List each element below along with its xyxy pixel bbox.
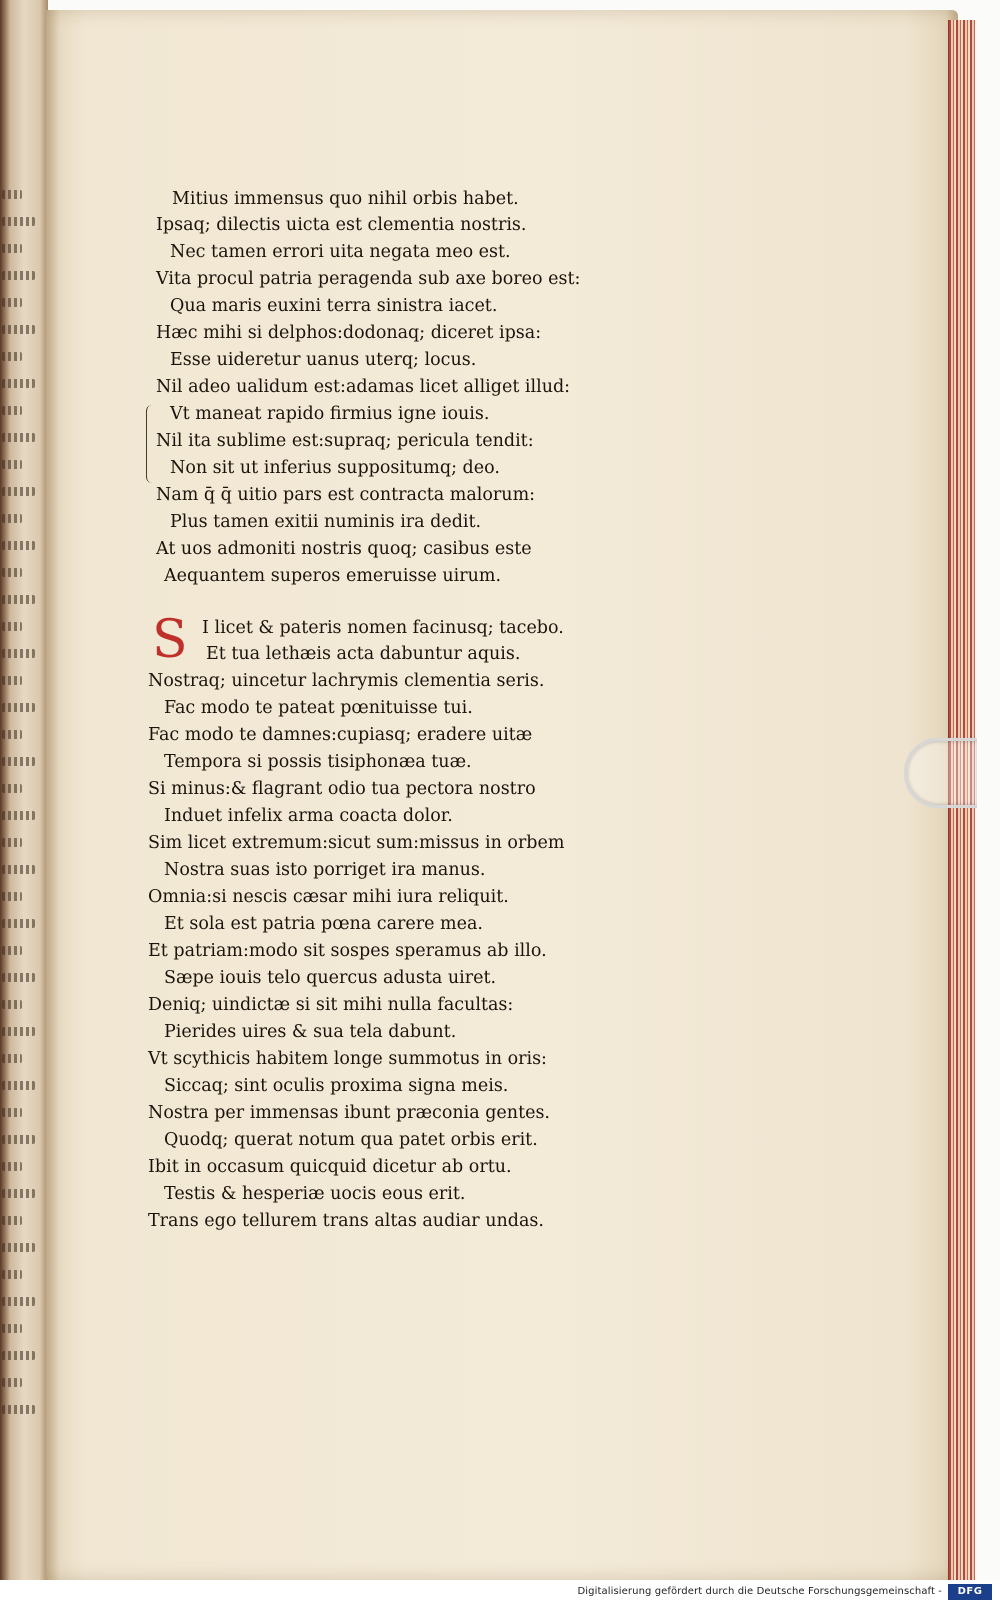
verse-line: Vita procul patria peragenda sub axe boreo est: — [156, 269, 581, 289]
verse-line: Fac modo te pateat pœnituisse tui. — [164, 698, 473, 718]
verse-line: Mitius immensus quo nihil orbis habet. — [172, 189, 519, 209]
verse-line: Plus tamen exitii numinis ira dedit. — [170, 512, 482, 532]
verse-line: Nostraq; uincetur lachrymis clementia seris. — [148, 671, 545, 691]
verse-line: Trans ego tellurem trans altas audiar undas. — [148, 1211, 544, 1231]
verse-line: Tempora si possis tisiphonæa tuæ. — [164, 752, 472, 772]
verse-line: Esse uideretur uanus uterq; locus. — [170, 350, 477, 370]
verse-line: Quodq; querat notum qua patet orbis erit. — [164, 1130, 538, 1150]
verse-line: Ipsaq; dilectis uicta est clementia nostris. — [156, 215, 527, 235]
verse-line: Pierides uires & sua tela dabunt. — [164, 1022, 457, 1042]
digitization-credit: Digitalisierung gefördert durch die Deutsche Forschungsgemeinschaft - — [577, 1586, 942, 1597]
verse-line: Hæc mihi si delphos:dodonaq; diceret ipsa: — [156, 323, 542, 343]
verse-line: Sim licet extremum:sicut sum:missus in orbem — [148, 833, 565, 853]
rubricated-initial: S — [152, 610, 188, 670]
verse-line: Qua maris euxini terra sinistra iacet. — [170, 296, 498, 316]
verse-line: Deniq; uindictæ si sit mihi nulla facultas: — [148, 995, 514, 1015]
verse-line: Fac modo te damnes:cupiasq; eradere uitæ — [148, 725, 533, 745]
verse-line: Nec tamen errori uita negata meo est. — [170, 242, 511, 262]
verse-line: Ibit in occasum quicquid dicetur ab ortu. — [148, 1157, 512, 1177]
verse-line: Testis & hesperiæ uocis eous erit. — [164, 1184, 466, 1204]
verse-line: At uos admoniti nostris quoq; casibus este — [156, 539, 532, 559]
verse-line: Et sola est patria pœna carere mea. — [164, 914, 483, 934]
verse-line: Induet infelix arma coacta dolor. — [164, 806, 453, 826]
verse-line: Et patriam:modo sit sospes speramus ab illo. — [148, 941, 547, 961]
verse-line: Siccaq; sint oculis proxima signa meis. — [164, 1076, 509, 1096]
verse-line: Nil ita sublime est:supraq; pericula tendit: — [156, 431, 534, 451]
verse-line: Vt maneat rapido firmius igne iouis. — [170, 404, 490, 424]
dfg-logo: DFG — [948, 1584, 992, 1600]
verse-line: Nostra suas isto porriget ira manus. — [164, 860, 486, 880]
verse-line: Non sit ut inferius suppositumq; deo. — [170, 458, 500, 478]
verse-line: Nam q̄ q̄ uitio pars est contracta malorum: — [156, 485, 536, 505]
verse-line: Nil adeo ualidum est:adamas licet alliget illud: — [156, 377, 571, 397]
verse-line: Nostra per immensas ibunt præconia gentes. — [148, 1103, 550, 1123]
verse-line: Omnia:si nescis cæsar mihi iura reliquit. — [148, 887, 509, 907]
verse-line: Si minus:& flagrant odio tua pectora nostro — [148, 779, 536, 799]
verse-line: Sæpe iouis telo quercus adusta uiret. — [164, 968, 497, 988]
verse-line: Vt scythicis habitem longe summotus in oris: — [148, 1049, 547, 1069]
verse-line: Et tua lethæis acta dabuntur aquis. — [206, 644, 521, 664]
verse-line: Aequantem superos emeruisse uirum. — [164, 566, 502, 586]
margin-bracket — [146, 405, 157, 483]
verse-line: I licet & pateris nomen facinusq; tacebo. — [202, 618, 564, 638]
